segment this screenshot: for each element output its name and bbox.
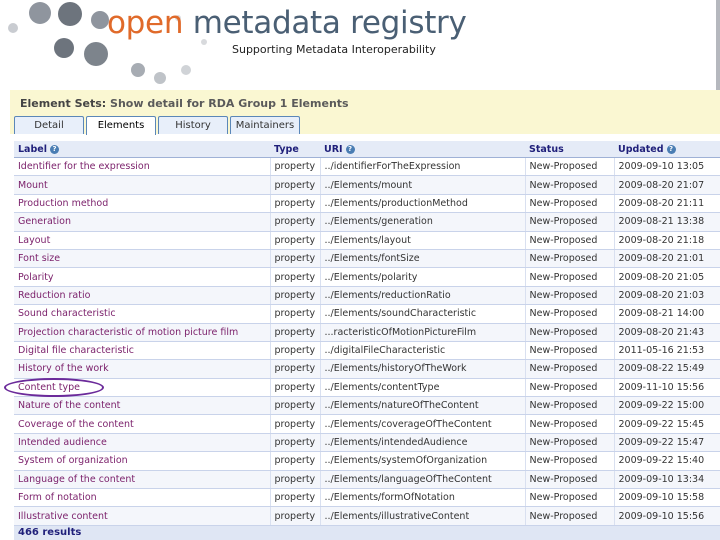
cell-type: property [270,470,320,488]
cell-updated: 2009-09-22 15:00 [614,397,720,415]
cell-label[interactable]: Reduction ratio [14,286,270,304]
cell-updated: 2009-09-10 15:58 [614,489,720,507]
cell-status: New-Proposed [525,268,614,286]
tab-history-label: History [175,120,211,131]
header-edge-bar [716,0,720,90]
table-row[interactable] [14,323,720,341]
cell-uri[interactable]: ../Elements/illustrativeContent [320,507,525,525]
table-row[interactable] [14,470,720,488]
cell-label[interactable]: Production method [14,194,270,212]
cell-uri[interactable]: ../Elements/contentType [320,378,525,396]
table-row[interactable] [14,305,720,323]
cell-status: New-Proposed [525,158,614,176]
cell-status: New-Proposed [525,360,614,378]
column-header-type[interactable]: Type [270,141,320,158]
cell-type: property [270,341,320,359]
cell-updated: 2009-08-21 13:38 [614,213,720,231]
cell-uri[interactable]: ../Elements/intendedAudience [320,433,525,451]
cell-uri[interactable]: ../Elements/fontSize [320,249,525,267]
cell-label[interactable]: History of the work [14,360,270,378]
cell-type: property [270,231,320,249]
cell-uri[interactable]: ../Elements/generation [320,213,525,231]
table-row[interactable] [14,397,720,415]
cell-status: New-Proposed [525,415,614,433]
site-header [0,0,720,90]
page-title [20,97,349,110]
tab-detail-label: Detail [34,120,64,131]
table-row[interactable] [14,194,720,212]
page-title-prefix: Element Sets: [20,97,111,110]
table-row[interactable] [14,489,720,507]
cell-type: property [270,452,320,470]
cell-uri[interactable]: ../Elements/polarity [320,268,525,286]
cell-uri[interactable]: ../Elements/mount [320,176,525,194]
table-row[interactable] [14,231,720,249]
cell-type: property [270,489,320,507]
cell-label[interactable]: Polarity [14,268,270,286]
cell-type: property [270,433,320,451]
cell-label[interactable]: Content type [14,378,270,396]
cell-uri[interactable]: ../Elements/natureOfTheContent [320,397,525,415]
tab-maintainers[interactable] [230,116,300,134]
column-header-status[interactable]: Status [525,141,614,158]
table-row[interactable] [14,415,720,433]
cell-uri[interactable]: ../Elements/reductionRatio [320,286,525,304]
help-icon[interactable]: ? [346,145,355,154]
cell-updated: 2009-08-20 21:05 [614,268,720,286]
cell-uri[interactable]: ../Elements/productionMethod [320,194,525,212]
cell-updated: 2009-09-22 15:47 [614,433,720,451]
cell-type: property [270,268,320,286]
cell-status: New-Proposed [525,213,614,231]
cell-status: New-Proposed [525,286,614,304]
cell-label[interactable]: Nature of the content [14,397,270,415]
cell-status: New-Proposed [525,452,614,470]
cell-status: New-Proposed [525,470,614,488]
cell-status: New-Proposed [525,433,614,451]
tab-detail[interactable] [14,116,84,134]
cell-status: New-Proposed [525,507,614,525]
tab-maintainers-label: Maintainers [235,120,295,131]
site-title-rest: metadata registry [183,5,467,41]
cell-type: property [270,286,320,304]
cell-updated: 2009-08-20 21:07 [614,176,720,194]
site-title[interactable] [107,5,467,41]
help-icon[interactable]: ? [50,145,59,154]
cell-status: New-Proposed [525,194,614,212]
cell-status: New-Proposed [525,305,614,323]
cell-type: property [270,378,320,396]
cell-uri[interactable]: ../digitalFileCharacteristic [320,341,525,359]
cell-updated: 2009-09-10 13:34 [614,470,720,488]
table-row[interactable] [14,268,720,286]
results-count: 466 results [18,527,82,538]
cell-label[interactable]: Generation [14,213,270,231]
cell-updated: 2011-05-16 21:53 [614,341,720,359]
cell-updated: 2009-08-20 21:11 [614,194,720,212]
cell-type: property [270,158,320,176]
cell-status: New-Proposed [525,176,614,194]
cell-type: property [270,360,320,378]
cell-uri[interactable]: ../identifierForTheExpression [320,158,525,176]
tab-elements-label: Elements [97,120,145,131]
cell-uri[interactable]: ../Elements/systemOfOrganization [320,452,525,470]
cell-updated: 2009-08-21 14:00 [614,305,720,323]
table-row[interactable] [14,158,720,176]
table-row[interactable] [14,341,720,359]
table-row[interactable] [14,176,720,194]
cell-label[interactable]: Sound characteristic [14,305,270,323]
cell-label[interactable]: Digital file characteristic [14,341,270,359]
table-row[interactable] [14,213,720,231]
cell-uri[interactable]: ../Elements/languageOfTheContent [320,470,525,488]
elements-table-container [14,141,720,540]
cell-type: property [270,507,320,525]
cell-updated: 2009-11-10 15:56 [614,378,720,396]
annotation-circle [4,378,104,397]
cell-status: New-Proposed [525,249,614,267]
cell-type: property [270,213,320,231]
cell-status: New-Proposed [525,378,614,396]
cell-label[interactable]: Font size [14,249,270,267]
cell-label[interactable]: Form of notation [14,489,270,507]
table-row[interactable] [14,452,720,470]
cell-updated: 2009-08-20 21:43 [614,323,720,341]
cell-label[interactable]: Coverage of the content [14,415,270,433]
table-header-row [14,141,720,158]
cell-updated: 2009-08-22 15:49 [614,360,720,378]
cell-uri[interactable]: ../Elements/coverageOfTheContent [320,415,525,433]
cell-type: property [270,249,320,267]
cell-label[interactable]: Intended audience [14,433,270,451]
column-header-uri[interactable]: URI ? [320,141,525,158]
cell-label[interactable]: Mount [14,176,270,194]
cell-status: New-Proposed [525,341,614,359]
cell-uri[interactable]: ...racteristicOfMotionPictureFilm [320,323,525,341]
cell-label[interactable]: Layout [14,231,270,249]
table-row[interactable] [14,286,720,304]
elements-table [14,141,720,526]
tab-elements[interactable] [86,116,156,135]
cell-type: property [270,194,320,212]
column-header-label[interactable]: Label ? [14,141,270,158]
cell-type: property [270,397,320,415]
cell-updated: 2009-08-20 21:18 [614,231,720,249]
table-row[interactable] [14,433,720,451]
column-header-updated[interactable]: Updated ? [614,141,720,158]
table-row[interactable] [14,507,720,525]
cell-label[interactable]: Illustrative content [14,507,270,525]
cell-label[interactable]: System of organization [14,452,270,470]
table-row[interactable] [14,249,720,267]
cell-label[interactable]: Identifier for the expression [14,158,270,176]
cell-type: property [270,323,320,341]
cell-uri[interactable]: ../Elements/layout [320,231,525,249]
cell-updated: 2009-09-10 13:05 [614,158,720,176]
help-icon[interactable]: ? [667,145,676,154]
cell-uri[interactable]: ../Elements/historyOfTheWork [320,360,525,378]
cell-type: property [270,415,320,433]
table-row[interactable] [14,378,720,396]
cell-status: New-Proposed [525,397,614,415]
site-tagline: Supporting Metadata Interoperability [232,43,436,56]
tab-history[interactable] [158,116,228,134]
site-title-open: open [107,5,184,41]
cell-status: New-Proposed [525,231,614,249]
cell-uri[interactable]: ../Elements/soundCharacteristic [320,305,525,323]
cell-type: property [270,176,320,194]
page-title-main: Show detail for RDA Group 1 Elements [110,97,349,110]
cell-uri[interactable]: ../Elements/formOfNotation [320,489,525,507]
table-row[interactable] [14,360,720,378]
cell-status: New-Proposed [525,489,614,507]
cell-status: New-Proposed [525,323,614,341]
cell-type: property [270,305,320,323]
cell-updated: 2009-08-20 21:03 [614,286,720,304]
cell-updated: 2009-09-22 15:45 [614,415,720,433]
cell-label[interactable]: Language of the content [14,470,270,488]
results-footer [14,526,720,540]
cell-updated: 2009-09-10 15:56 [614,507,720,525]
cell-updated: 2009-09-22 15:40 [614,452,720,470]
cell-label[interactable]: Projection characteristic of motion picture film [14,323,270,341]
cell-updated: 2009-08-20 21:01 [614,249,720,267]
